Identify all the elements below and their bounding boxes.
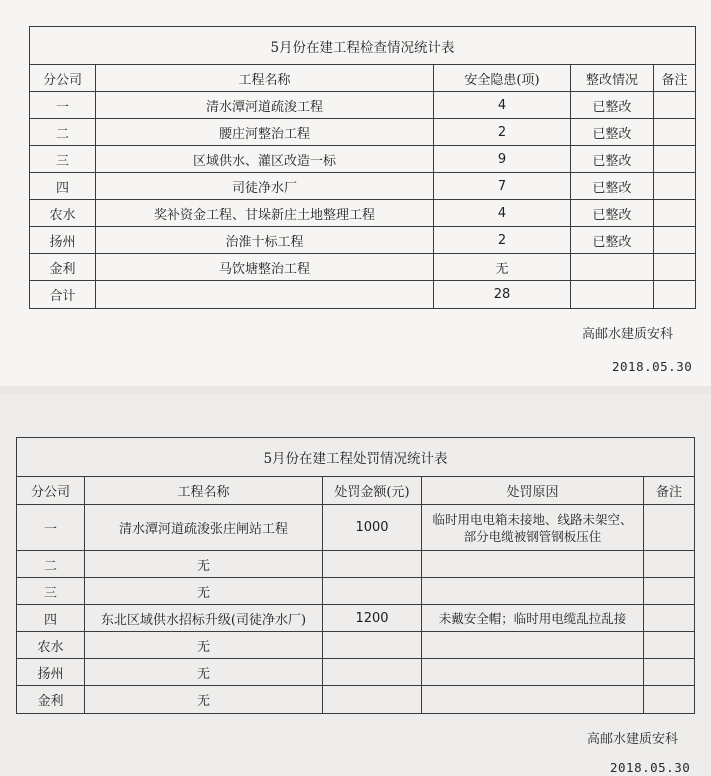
branch-cell: 金利 <box>30 254 96 281</box>
reason-cell: 临时用电电箱未接地、线路未架空、部分电缆被钢管钢板压住 <box>422 505 644 551</box>
amount-cell <box>323 659 422 686</box>
table-row <box>30 173 696 200</box>
table-row <box>30 119 696 146</box>
hazards-cell: 4 <box>434 200 571 227</box>
inspection-table-title: 5月份在建工程检查情况统计表 <box>30 27 696 65</box>
table-row <box>30 146 696 173</box>
status-cell: 已整改 <box>571 92 654 119</box>
project-cell: 马饮塘整治工程 <box>96 254 434 281</box>
penalty-table-title: 5月份在建工程处罚情况统计表 <box>17 438 695 477</box>
status-cell: 已整改 <box>571 200 654 227</box>
branch-cell: 四 <box>30 173 96 200</box>
note-cell <box>654 146 696 173</box>
branch-cell: 三 <box>30 146 96 173</box>
note-cell <box>654 227 696 254</box>
total-note-empty <box>654 281 696 309</box>
branch-cell: 一 <box>30 92 96 119</box>
inspection-signature: 高邮水建质安科 <box>582 327 674 342</box>
project-cell: 东北区域供水招标升级(司徒净水厂) <box>85 605 323 632</box>
total-project-empty <box>96 281 434 309</box>
note-cell <box>644 578 695 605</box>
hazards-cell: 7 <box>434 173 571 200</box>
project-cell: 奖补资金工程、甘垛新庄土地整理工程 <box>96 200 434 227</box>
header-branch: 分公司 <box>17 477 85 505</box>
note-cell <box>654 119 696 146</box>
header-project: 工程名称 <box>85 477 323 505</box>
inspection-table <box>29 26 696 309</box>
project-cell: 区域供水、灌区改造一标 <box>96 146 434 173</box>
branch-cell: 二 <box>30 119 96 146</box>
hazards-cell: 9 <box>434 146 571 173</box>
branch-cell: 三 <box>17 578 85 605</box>
note-cell <box>654 173 696 200</box>
hazards-cell: 4 <box>434 92 571 119</box>
project-cell: 无 <box>85 686 323 714</box>
header-project: 工程名称 <box>96 65 434 92</box>
total-value: 28 <box>434 281 571 309</box>
note-cell <box>644 551 695 578</box>
branch-cell: 扬州 <box>30 227 96 254</box>
note-cell <box>654 92 696 119</box>
header-note: 备注 <box>654 65 696 92</box>
penalty-table <box>16 437 695 714</box>
total-label: 合计 <box>30 281 96 309</box>
table-row <box>17 659 695 686</box>
penalty-signature: 高邮水建质安科 <box>587 732 679 747</box>
total-status-empty <box>571 281 654 309</box>
project-cell: 清水潭河道疏浚张庄闸站工程 <box>85 505 323 551</box>
note-cell <box>644 659 695 686</box>
branch-cell: 金利 <box>17 686 85 714</box>
note-cell <box>644 605 695 632</box>
table-row <box>30 254 696 281</box>
header-amount: 处罚金额(元) <box>323 477 422 505</box>
amount-cell <box>323 578 422 605</box>
project-cell: 清水潭河道疏浚工程 <box>96 92 434 119</box>
table-row <box>17 505 695 551</box>
table-row <box>17 605 695 632</box>
note-cell <box>644 632 695 659</box>
status-cell: 已整改 <box>571 227 654 254</box>
table-row <box>30 92 696 119</box>
penalty-date: 2018.05.30 <box>610 760 691 775</box>
reason-cell <box>422 551 644 578</box>
note-cell <box>654 254 696 281</box>
amount-cell <box>323 551 422 578</box>
table-row <box>30 227 696 254</box>
inspection-header-row <box>30 65 696 92</box>
table-row <box>17 686 695 714</box>
note-cell <box>644 505 695 551</box>
project-cell: 腰庄河整治工程 <box>96 119 434 146</box>
penalty-header-row <box>17 477 695 505</box>
header-status: 整改情况 <box>571 65 654 92</box>
table-row <box>17 578 695 605</box>
status-cell <box>571 254 654 281</box>
header-branch: 分公司 <box>30 65 96 92</box>
amount-cell <box>323 686 422 714</box>
branch-cell: 一 <box>17 505 85 551</box>
project-cell: 治淮十标工程 <box>96 227 434 254</box>
header-note: 备注 <box>644 477 695 505</box>
amount-cell: 1000 <box>323 505 422 551</box>
amount-cell: 1200 <box>323 605 422 632</box>
project-cell: 无 <box>85 659 323 686</box>
table-row <box>17 551 695 578</box>
hazards-cell: 2 <box>434 119 571 146</box>
table-row <box>30 200 696 227</box>
project-cell: 无 <box>85 551 323 578</box>
reason-cell <box>422 686 644 714</box>
branch-cell: 扬州 <box>17 659 85 686</box>
branch-cell: 农水 <box>17 632 85 659</box>
reason-cell <box>422 632 644 659</box>
hazards-cell: 2 <box>434 227 571 254</box>
status-cell: 已整改 <box>571 119 654 146</box>
reason-cell <box>422 659 644 686</box>
reason-cell: 未戴安全帽；临时用电缆乱拉乱接 <box>422 605 644 632</box>
branch-cell: 二 <box>17 551 85 578</box>
hazards-cell: 无 <box>434 254 571 281</box>
note-cell <box>654 200 696 227</box>
note-cell <box>644 686 695 714</box>
total-row <box>30 281 696 309</box>
header-hazards: 安全隐患(项) <box>434 65 571 92</box>
project-cell: 无 <box>85 632 323 659</box>
amount-cell <box>323 632 422 659</box>
header-reason: 处罚原因 <box>422 477 644 505</box>
branch-cell: 农水 <box>30 200 96 227</box>
table-row <box>17 632 695 659</box>
project-cell: 司徒净水厂 <box>96 173 434 200</box>
inspection-date: 2018.05.30 <box>612 359 693 374</box>
status-cell: 已整改 <box>571 173 654 200</box>
project-cell: 无 <box>85 578 323 605</box>
reason-cell <box>422 578 644 605</box>
status-cell: 已整改 <box>571 146 654 173</box>
branch-cell: 四 <box>17 605 85 632</box>
